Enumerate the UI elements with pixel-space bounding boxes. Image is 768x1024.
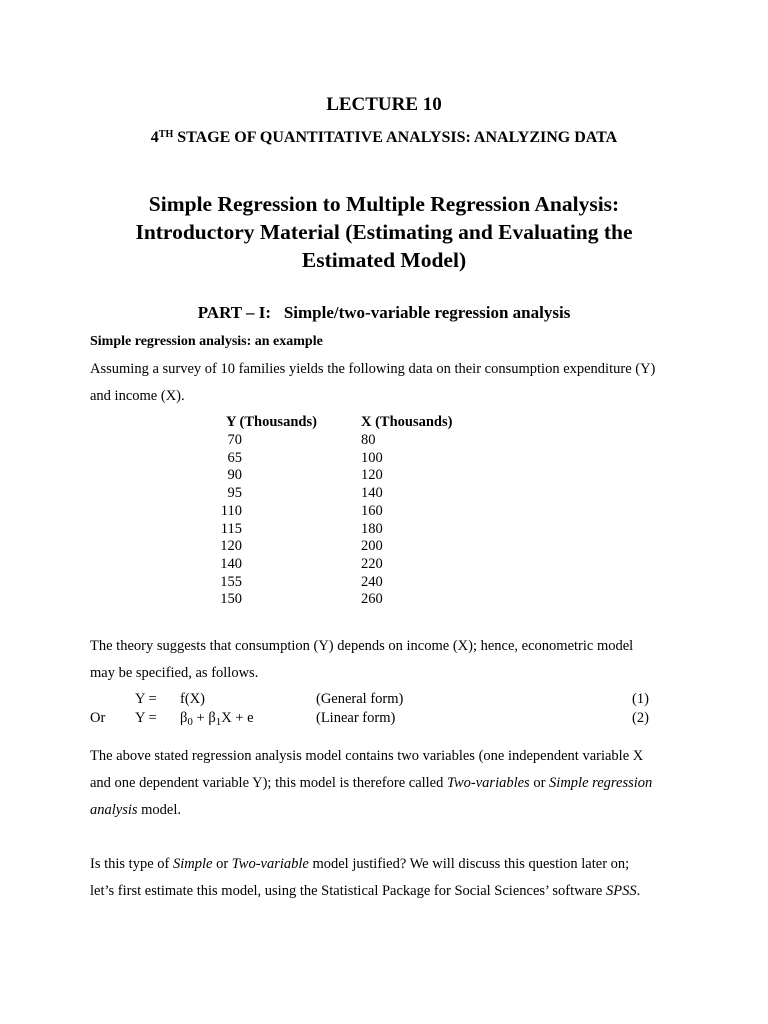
table-cell: 140 (220, 555, 242, 572)
table-cell: 120 (361, 467, 383, 484)
document-title (0, 190, 768, 274)
equation-2-prefix: Or (90, 710, 106, 726)
equation-2-rhs: $\beta_0 + \beta_1X + e$ (180, 710, 254, 728)
equation-2-form: (Linear form) (316, 710, 396, 726)
equation-2-lhs: Y = (135, 710, 157, 726)
title-line: Simple Regression to Multiple Regression Analysis: (148, 192, 620, 216)
table-header-y: Y (Thousands) (226, 414, 317, 430)
section-subheading: Simple regression analysis: an example (90, 334, 323, 349)
table-cell: 90 (227, 467, 242, 484)
equation-2-number: (2) (632, 710, 649, 726)
table-cell: 155 (220, 573, 242, 590)
table-cell: 220 (361, 555, 383, 572)
part-heading: PART – I: Simple/two-variable regression analysis (197, 303, 571, 322)
table-cell: 120 (220, 538, 242, 555)
table-header-x: X (Thousands) (361, 414, 453, 430)
table-cell: 150 (220, 591, 242, 608)
x-values-column (361, 432, 383, 609)
table-cell: 65 (227, 449, 242, 466)
table-cell: 95 (227, 485, 242, 502)
stage-heading: 4TH STAGE OF QUANTITATIVE ANALYSIS: ANALYZING DATA (150, 129, 618, 146)
equation-1-number: (1) (632, 691, 649, 707)
table-cell: 200 (361, 538, 383, 555)
table-cell: 100 (361, 449, 383, 466)
table-cell: 160 (361, 502, 383, 519)
equation-1-rhs: f(X) (180, 691, 205, 707)
table-cell: 115 (220, 520, 242, 537)
table-cell: 110 (220, 502, 242, 519)
table-cell: 240 (361, 573, 383, 590)
equation-1-lhs: Y = (135, 691, 157, 707)
table-cell: 260 (361, 591, 383, 608)
model-description-paragraph: The above stated regression analysis model contains two variables (one independent variable X and one dependent variable Y); this model is therefore called Two-variables or Simple regression analysis model. (90, 748, 653, 818)
table-cell: 140 (361, 485, 383, 502)
intro-paragraph: Assuming a survey of 10 families yields the following data on their consumption expenditure (Y) and income (X). (90, 361, 656, 404)
table-cell: 180 (361, 520, 383, 537)
equation-1-form: (General form) (316, 691, 404, 707)
y-values-column (214, 432, 242, 609)
lecture-heading: LECTURE 10 (326, 94, 442, 115)
table-cell: 80 (361, 432, 376, 448)
theory-paragraph: The theory suggests that consumption (Y) depends on income (X); hence, econometric model may be specified, as follows. (90, 638, 634, 681)
title-line: Estimated Model) (301, 248, 467, 272)
justification-paragraph: Is this type of Simple or Two-variable model justified? We will discuss this question later on; let’s first estimate this model, using the Statistical Package for Social Sciences’ software SPSS. (90, 856, 641, 899)
title-line: Introductory Material (Estimating and Evaluating the (135, 220, 633, 244)
table-cell: 70 (227, 432, 242, 448)
